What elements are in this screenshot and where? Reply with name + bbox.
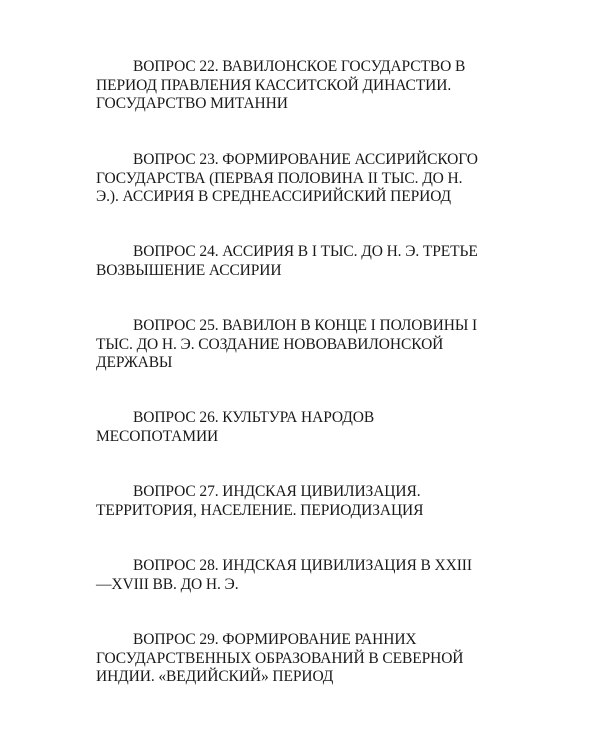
question-27-heading: ВОПРОС 27. ИНДСКАЯ ЦИВИЛИЗАЦИЯ. ТЕРРИТОРИЯ, НАСЕЛЕНИЕ. ПЕРИОДИЗАЦИЯ — [96, 483, 424, 519]
question-28-heading: ВОПРОС 28. ИНДСКАЯ ЦИВИЛИЗАЦИЯ В XXIII—XVIII ВВ. ДО Н. Э. — [96, 557, 472, 593]
question-24-heading: ВОПРОС 24. АССИРИЯ В I ТЫС. ДО Н. Э. ТРЕТЬЕ ВОЗВЫШЕНИЕ АССИРИИ — [96, 243, 478, 279]
question-22-heading: ВОПРОС 22. ВАВИЛОНСКОЕ ГОСУДАРСТВО В ПЕРИОД ПРАВЛЕНИЯ КАССИТСКОЙ ДИНАСТИИ. ГОСУДАРСТВО МИТАННИ — [96, 58, 466, 112]
question-26-heading: ВОПРОС 26. КУЛЬТУРА НАРОДОВ МЕСОПОТАМИИ — [96, 409, 375, 445]
question-25-heading: ВОПРОС 25. ВАВИЛОН В КОНЦЕ I ПОЛОВИНЫ I ТЫС. ДО Н. Э. СОЗДАНИЕ НОВОВАВИЛОНСКОЙ ДЕРЖАВЫ — [96, 317, 478, 371]
question-29-heading: ВОПРОС 29. ФОРМИРОВАНИЕ РАННИХ ГОСУДАРСТВЕННЫХ ОБРАЗОВАНИЙ В СЕВЕРНОЙ ИНДИИ. «ВЕДИЙСКИЙ» ПЕРИОД — [96, 631, 464, 685]
question-23-heading: ВОПРОС 23. ФОРМИРОВАНИЕ АССИРИЙСКОГО ГОСУДАРСТВА (ПЕРВАЯ ПОЛОВИНА II ТЫС. ДО Н. Э.). АССИРИЯ В СРЕДНЕАССИРИЙСКИЙ ПЕРИОД — [96, 151, 478, 205]
